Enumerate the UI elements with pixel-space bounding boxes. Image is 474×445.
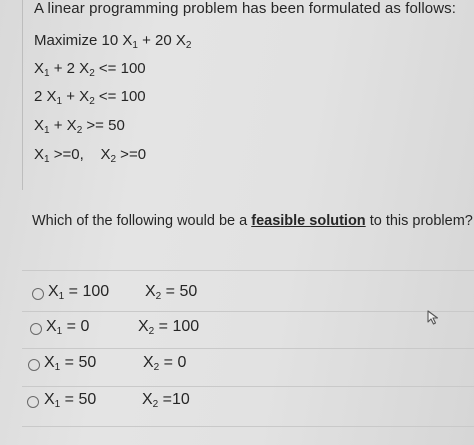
var-value: = 50 <box>60 354 97 371</box>
constraint-sub: 2 <box>89 68 95 79</box>
answer-option-1[interactable] <box>22 277 474 315</box>
constraint-sub: 1 <box>44 154 50 165</box>
constraint-term: >= 50 <box>82 117 125 134</box>
var-label: X <box>145 283 156 300</box>
option-divider <box>22 426 474 427</box>
question-text-start: Which of the following would be a <box>32 213 252 229</box>
constraint-sub: 1 <box>44 125 50 136</box>
question-text-end: to this problem? <box>365 213 473 229</box>
var-value: = 0 <box>62 318 90 335</box>
radio-button-icon[interactable] <box>27 396 39 408</box>
var-sub: 2 <box>152 399 159 410</box>
option-x1 <box>48 283 109 302</box>
var-label: X <box>48 283 59 300</box>
problem-title: A linear programming problem has been formulated as follows: <box>34 0 457 17</box>
var-sub: 1 <box>54 362 61 373</box>
var-sub: 2 <box>148 326 155 337</box>
constraint-4 <box>34 146 146 165</box>
answer-option-4[interactable] <box>22 385 474 423</box>
var-label: X <box>44 391 55 408</box>
constraint-term: X <box>34 117 45 134</box>
var-sub: 1 <box>56 326 63 337</box>
answer-option-3[interactable] <box>22 348 474 386</box>
question-text <box>32 213 473 229</box>
constraint-sub: 2 <box>110 154 117 165</box>
var-value: = 100 <box>154 318 200 335</box>
var-sub: 1 <box>58 291 65 302</box>
constraint-term: 2 X <box>34 88 57 105</box>
constraint-term: + X <box>62 88 90 105</box>
var-label: X <box>142 391 153 408</box>
var-value: =10 <box>158 391 190 408</box>
constraint-3 <box>34 117 125 136</box>
constraint-term: X <box>34 146 45 163</box>
option-divider <box>22 270 474 271</box>
objective-sub-2: 2 <box>185 40 192 51</box>
option-x1 <box>44 391 96 410</box>
constraint-term: X <box>34 60 45 77</box>
answer-option-2[interactable] <box>22 312 474 350</box>
constraint-term: >=0 <box>116 146 147 163</box>
var-value: = 0 <box>159 354 187 371</box>
constraint-sub: 1 <box>44 68 50 79</box>
var-label: X <box>143 354 154 371</box>
var-value: = 50 <box>161 283 198 300</box>
objective-function <box>34 32 191 51</box>
var-value: = 100 <box>64 283 110 300</box>
var-sub: 2 <box>153 362 160 373</box>
constraint-sub: 1 <box>56 96 63 107</box>
option-x2 <box>138 318 199 337</box>
left-border-line <box>22 0 23 190</box>
var-label: X <box>46 318 57 335</box>
constraint-2 <box>34 88 146 107</box>
option-x2 <box>145 283 197 302</box>
objective-text-1: Maximize 10 X <box>34 32 133 49</box>
option-x1 <box>44 354 96 373</box>
radio-button-icon[interactable] <box>28 359 40 371</box>
constraint-sub: 2 <box>76 125 83 136</box>
var-sub: 1 <box>54 399 61 410</box>
objective-text-2: + 20 X <box>137 32 186 49</box>
mouse-pointer-icon <box>427 310 441 326</box>
constraint-term: <= 100 <box>94 60 146 77</box>
question-emphasis: feasible solution <box>251 213 366 229</box>
option-x2 <box>142 391 190 410</box>
var-label: X <box>138 318 149 335</box>
var-value: = 50 <box>60 391 97 408</box>
constraint-term: + X <box>49 117 77 134</box>
option-x2 <box>143 354 186 373</box>
radio-button-icon[interactable] <box>32 288 44 300</box>
constraint-term: >=0, X <box>49 146 111 163</box>
var-sub: 2 <box>155 291 162 302</box>
constraint-term: <= 100 <box>94 88 146 105</box>
option-x1 <box>46 318 89 337</box>
constraint-term: + 2 X <box>49 60 90 77</box>
radio-button-icon[interactable] <box>30 323 42 335</box>
constraint-1 <box>34 60 146 79</box>
objective-sub-1: 1 <box>132 40 138 51</box>
constraint-sub: 2 <box>89 96 95 107</box>
var-label: X <box>44 354 55 371</box>
